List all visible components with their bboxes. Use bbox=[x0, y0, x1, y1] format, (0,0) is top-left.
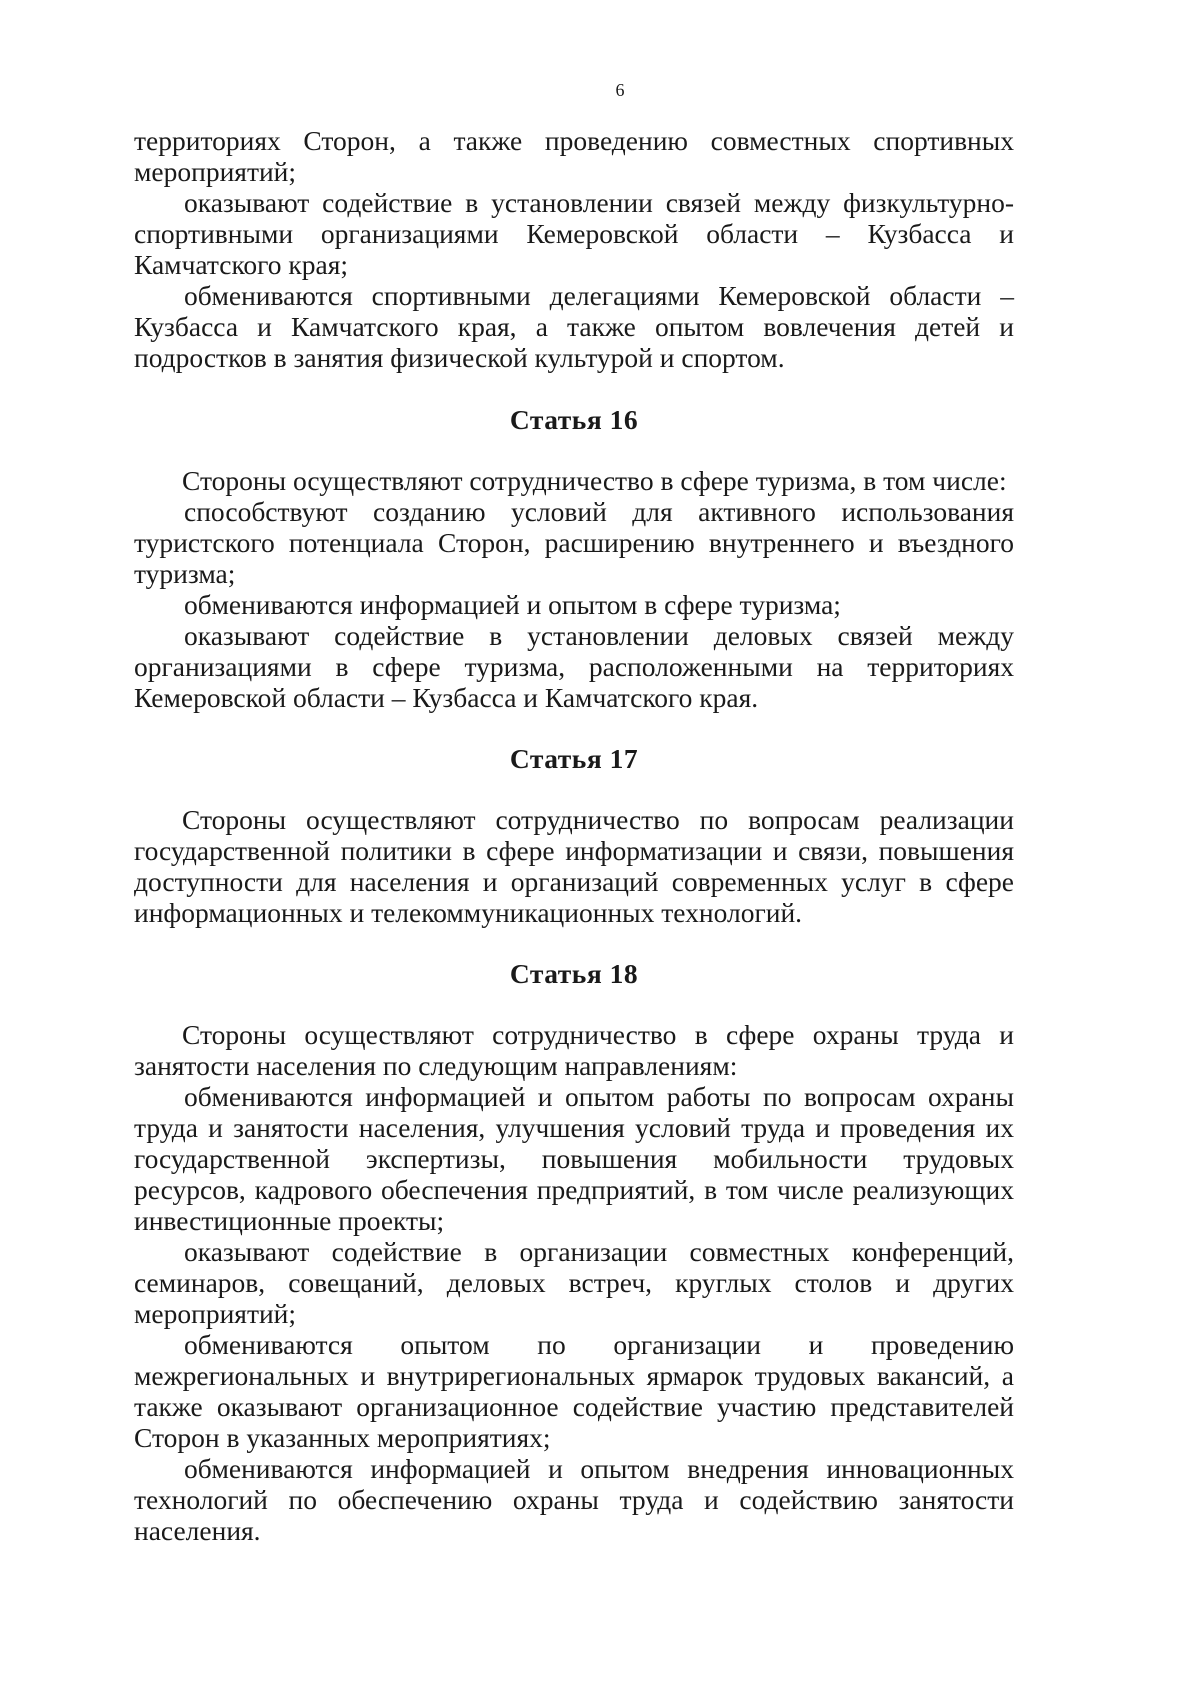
article-paragraph: обмениваются информацией и опытом в сфере туризма; bbox=[184, 589, 841, 620]
intro-paragraph: обмениваются спортивными делегациями Кемеровской области – Кузбасса и Камчатского края, а также опытом вовлечения детей и подростков в занятия физической культурой и спортом. bbox=[134, 280, 1014, 373]
document-body bbox=[134, 125, 1014, 1546]
article-paragraph: обмениваются опытом по организации и проведению межрегиональных и внутрирегиональных ярмарок трудовых вакансий, а также оказывают организационное содействие участию представителей Сторон в указанных мероприятиях; bbox=[134, 1329, 1014, 1453]
article-heading: Статья 18 bbox=[509, 958, 639, 989]
article-paragraph: Стороны осуществляют сотрудничество в сфере охраны труда и занятости населения по следующим направлениям: bbox=[134, 1019, 1014, 1081]
article-paragraph: обмениваются информацией и опытом внедрения инновационных технологий по обеспечению охраны труда и содействию занятости населения. bbox=[134, 1453, 1014, 1546]
article-18-body bbox=[134, 1019, 1014, 1546]
article-paragraph: Стороны осуществляют сотрудничество по вопросам реализации государственной политики в сфере информатизации и связи, повышения доступности для населения и организаций современных услуг в сфере информационных и телекоммуникационных технологий. bbox=[134, 804, 1014, 928]
article-paragraph: оказывают содействие в установлении деловых связей между организациями в сфере туризма, расположенными на территориях Кемеровской области – Кузбасса и Камчатского края. bbox=[134, 620, 1014, 713]
intro-paragraph: оказывают содействие в установлении связей между физкультурно-спортивными организациями Кемеровской области – Кузбасса и Камчатского края; bbox=[134, 187, 1014, 280]
article-16-body bbox=[134, 465, 1014, 713]
article-heading: Статья 16 bbox=[509, 404, 639, 435]
article-17-body bbox=[134, 804, 1014, 928]
intro-paragraph: территориях Сторон, а также проведению совместных спортивных мероприятий; bbox=[134, 125, 1014, 187]
article-paragraph: обмениваются информацией и опытом работы по вопросам охраны труда и занятости населения, улучшения условий труда и проведения их государственной экспертизы, повышения мобильности трудовых ресурсов, кадрового обеспечения предприятий, в том числе реализующих инвестиционные проекты; bbox=[134, 1081, 1014, 1236]
article-paragraph: способствуют созданию условий для активного использования туристского потенциала Сторон, расширению внутреннего и въездного туризма; bbox=[134, 496, 1014, 589]
article-paragraph: оказывают содействие в организации совместных конференций, семинаров, совещаний, деловых встреч, круглых столов и других мероприятий; bbox=[134, 1236, 1014, 1329]
article-paragraph: Стороны осуществляют сотрудничество в сфере туризма, в том числе: bbox=[182, 465, 1007, 496]
page-number: 6 bbox=[615, 80, 625, 100]
article-heading: Статья 17 bbox=[509, 743, 639, 774]
